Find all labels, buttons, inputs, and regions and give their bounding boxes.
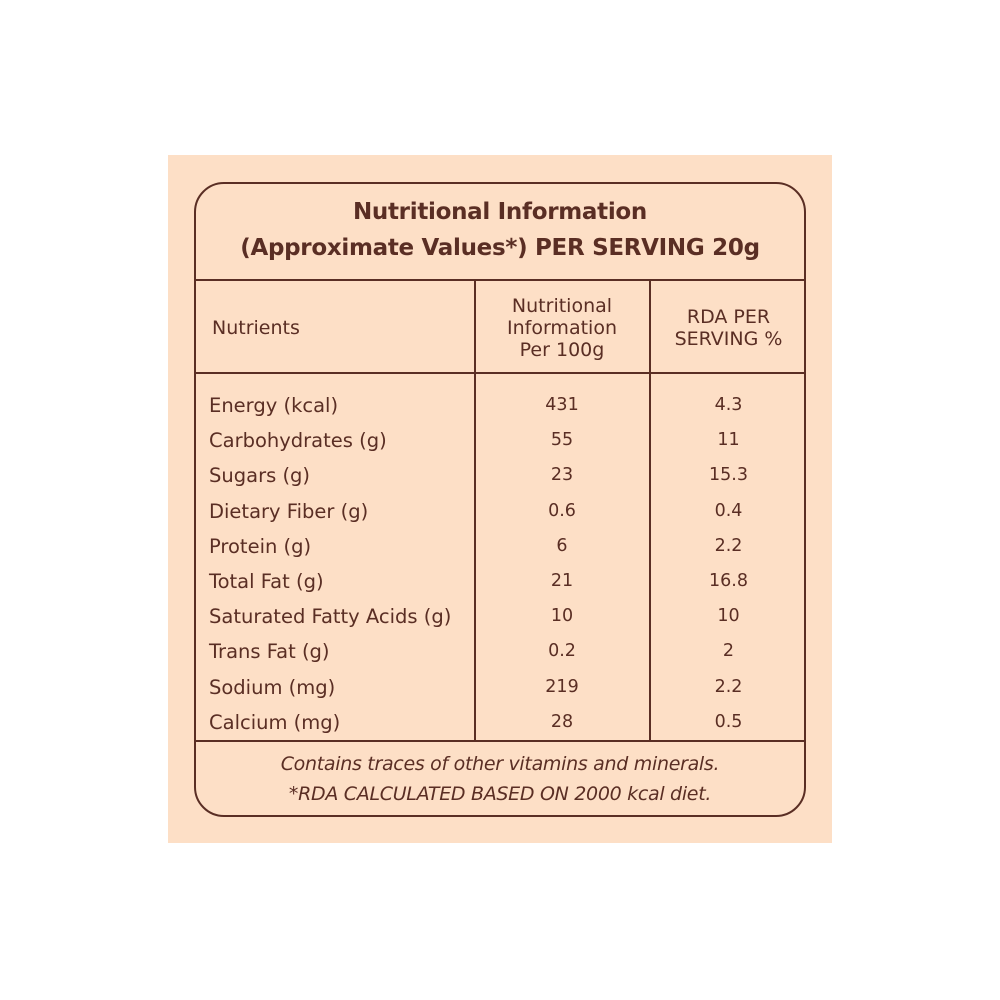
value-per-100g: 0.6: [548, 500, 576, 521]
header-nutrients: Nutrients: [212, 316, 300, 339]
header-per-100g-line-1: Nutritional: [511, 294, 613, 317]
nutrient-name: Sugars (g): [209, 464, 311, 488]
table-row: [196, 599, 804, 634]
value-per-100g: 6: [556, 535, 568, 556]
value-per-100g: 10: [550, 606, 574, 627]
value-per-100g: 21: [550, 570, 574, 591]
nutrient-name: Trans Fat (g): [209, 640, 330, 664]
header-per-100g-line-2: Information: [507, 316, 617, 339]
table-row: [196, 388, 804, 423]
nutrient-name: Energy (kcal): [209, 394, 339, 417]
nutrition-label: [194, 182, 806, 817]
table-row: [196, 458, 804, 493]
value-per-100g: 28: [550, 711, 574, 732]
header-per-100g: [476, 281, 648, 374]
nutrient-name: Saturated Fatty Acids (g): [209, 605, 452, 629]
table-row: [196, 634, 804, 669]
nutrient-name: Carbohydrates (g): [209, 429, 387, 453]
footer-line-1: Contains traces of other vitamins and minerals.: [280, 753, 720, 775]
label-footer: [196, 740, 804, 817]
nutrient-name: Calcium (mg): [209, 710, 341, 734]
value-rda: 11: [717, 430, 740, 451]
nutrient-name: Total Fat (g): [209, 569, 324, 593]
value-rda: 0.4: [714, 500, 743, 521]
value-per-100g: 219: [545, 676, 579, 697]
nutrient-rows: [196, 388, 804, 740]
value-rda: 4.3: [714, 395, 743, 415]
value-per-100g: 23: [550, 465, 574, 486]
nutrient-name: Dietary Fiber (g): [209, 499, 369, 523]
header-per-100g-line-3: Per 100g: [519, 338, 605, 361]
value-rda: 2: [722, 641, 735, 662]
footer-line-2: *RDA CALCULATED BASED ON 2000 kcal diet.: [288, 783, 712, 805]
value-per-100g: 0.2: [548, 641, 576, 662]
table-row: [196, 670, 804, 705]
table-row: [196, 423, 804, 458]
value-rda: 16.8: [709, 570, 748, 591]
table-row: [196, 705, 804, 740]
value-rda: 2.2: [714, 676, 743, 697]
value-rda: 15.3: [709, 465, 748, 486]
label-title: [196, 184, 804, 281]
table-row: [196, 564, 804, 599]
table-row: [196, 494, 804, 529]
value-rda: 10: [717, 606, 740, 627]
value-rda: 2.2: [714, 535, 743, 556]
header-rda-per-serving: [651, 281, 806, 374]
header-rda-line-2: SERVING %: [674, 327, 783, 350]
value-per-100g: 55: [550, 430, 574, 451]
value-rda: 0.5: [714, 711, 743, 732]
title-line-2: (Approximate Values*) PER SERVING 20g: [240, 235, 760, 261]
header-rda-line-1: RDA PER: [686, 305, 771, 328]
value-per-100g: 431: [545, 395, 579, 415]
title-line-1: Nutritional Information: [352, 199, 648, 225]
nutrient-name: Protein (g): [209, 534, 312, 558]
table-row: [196, 529, 804, 564]
nutrient-name: Sodium (mg): [209, 675, 336, 699]
